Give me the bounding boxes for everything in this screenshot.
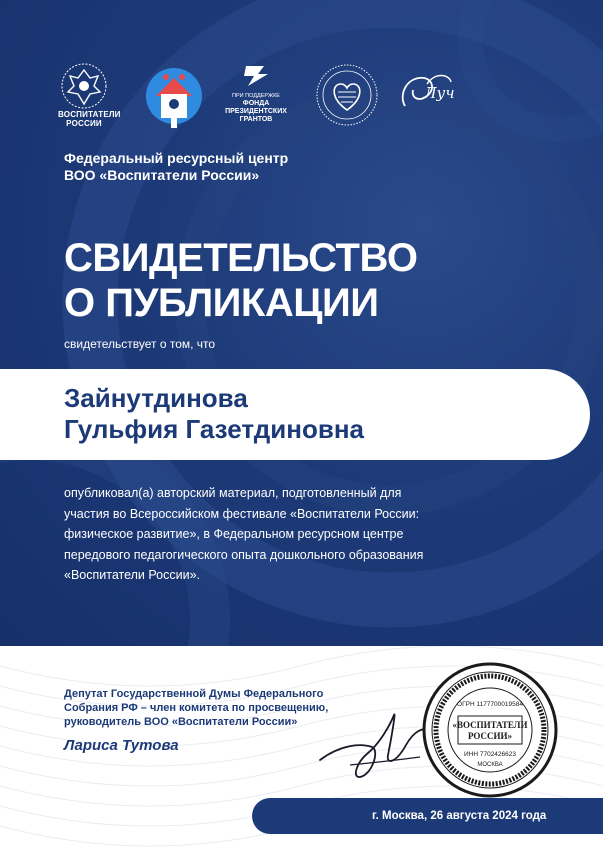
signer-position-line: Депутат Государственной Думы Федерального <box>64 688 324 700</box>
publication-description <box>64 483 524 586</box>
signer-name: Лариса Тутова <box>64 737 179 754</box>
testifies-text: свидетельствует о том, что <box>64 337 216 351</box>
issue-date: г. Москва, 26 августа 2024 года <box>372 810 547 822</box>
stamp-center-line-2: РОССИИ» <box>467 731 513 741</box>
luch-logo-text: Луч <box>424 84 455 102</box>
fund-support-text: ПРИ ПОДДЕРЖКЕ <box>232 93 280 99</box>
fund-label <box>220 92 292 124</box>
signer-position-line: Собрания РФ – член комитета по просвещению, <box>64 702 329 714</box>
presidential-grants-logo <box>242 64 270 88</box>
recipient-name <box>64 383 564 445</box>
vospitateli-logo-text: ВОСПИТАТЕЛИ РОССИИ <box>58 110 121 128</box>
fund-name-text: ФОНДА ПРЕЗИДЕНТСКИХ ГРАНТОВ <box>225 100 287 123</box>
certificate-title-line-1: СВИДЕТЕЛЬСТВО <box>64 236 418 280</box>
description-line: опубликовал(а) авторский материал, подготовленный для <box>64 486 402 500</box>
description-line: физическое развитие», в Федеральном ресурсном центре <box>64 527 404 541</box>
stamp-inn: ИНН 7702426623 <box>463 751 517 758</box>
certificate-title <box>64 236 564 326</box>
description-line: участия во Всероссийском фестивале «Воспитатели России: <box>64 506 420 521</box>
signer-position-line: руководитель ВОО «Воспитатели России» <box>64 716 298 728</box>
round-heart-emblem-logo <box>314 62 380 128</box>
stamp-ogrn: ОГРН 1177700019584 <box>457 701 523 708</box>
official-stamp <box>420 660 560 800</box>
recipient-surname: Зайнутдинова <box>64 383 248 413</box>
resource-center-line-1: Федеральный ресурсный центр <box>64 150 289 166</box>
partner-logos <box>52 62 472 140</box>
resource-center-name <box>64 150 364 184</box>
description-line: передового педагогического опыта дошкольного образования <box>64 547 424 562</box>
recipient-given-names: Гульфия Газетдиновна <box>64 414 364 444</box>
certificate-title-line-2: О ПУБЛИКАЦИИ <box>64 281 379 325</box>
description-line: «Воспитатели России». <box>64 568 201 582</box>
resource-center-line-2: ВОО «Воспитатели России» <box>64 167 260 183</box>
stamp-city: МОСКВА <box>477 762 503 768</box>
birdhouse-logo <box>144 66 204 130</box>
stamp-center-line-1: «ВОСПИТАТЕЛИ <box>452 720 528 730</box>
